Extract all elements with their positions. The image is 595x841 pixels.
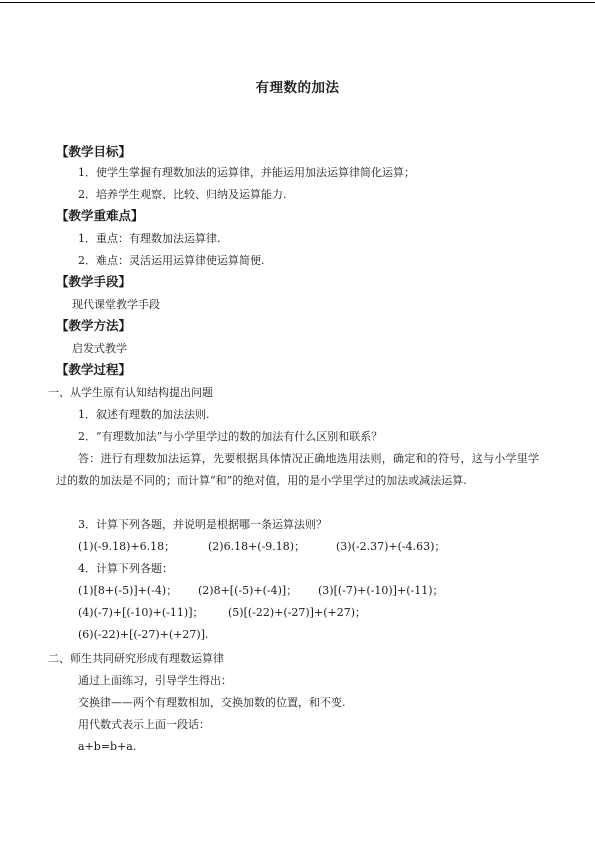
heading-process: 【教学过程】 <box>56 362 132 377</box>
means-text: 现代课堂教学手段 <box>72 298 160 311</box>
part2-line-1: 通过上面练习，引导学生得出： <box>78 674 232 687</box>
process-part1-title: 一、从学生原有认知结构提出问题 <box>48 386 213 399</box>
heading-key-points: 【教学重难点】 <box>56 208 144 223</box>
q3-item-2: (2)6.18+(-9.18)； <box>208 540 306 553</box>
part2-line-4: a+b=b+a. <box>78 740 137 753</box>
process-answer: 答：进行有理数加法运算，先要根据具体情况正确地选用法则，确定和的符号，这与小学里学过的数的加法是不同的；而计算“和”的绝对值，用的是小学里学过的加法或减法运算. <box>56 452 539 487</box>
part2-line-3: 用代数式表示上面一段话： <box>78 718 210 731</box>
key-item-2: 2．难点：灵活运用运算律使运算简便. <box>78 254 265 267</box>
process-q3: 3．计算下列各题，并说明是根据哪一条运算法则？ <box>78 518 327 531</box>
q4-item-1: (1)[8+(-5)]+(-4)； <box>78 584 178 597</box>
part2-line-2: 交换律——两个有理数相加，交换加数的位置，和不变. <box>78 696 346 709</box>
q3-items-row <box>78 540 445 554</box>
heading-goals: 【教学目标】 <box>56 144 132 159</box>
q3-item-1: (1)(-9.18)+6.18； <box>78 540 176 553</box>
process-q4: 4．计算下列各题： <box>78 562 173 575</box>
top-rule <box>0 2 595 3</box>
heading-method: 【教学方法】 <box>56 318 132 333</box>
page-title: 有理数的加法 <box>255 80 340 96</box>
goal-item-1: 1．使学生掌握有理数加法的运算律，并能运用加法运算律简化运算； <box>78 166 415 179</box>
method-text: 启发式教学 <box>72 342 127 355</box>
q4-row-3: (6)(-22)+[(-27)+(+27)]. <box>78 628 209 641</box>
q4-item-4: (4)(-7)+[(-10)+(-11)]； <box>78 606 204 619</box>
q4-row-1 <box>78 584 444 598</box>
q4-row-2 <box>78 606 366 620</box>
q4-item-3: (3)[(-7)+(-10)]+(-11)； <box>318 584 444 597</box>
goal-item-2: 2．培养学生观察、比较、归纳及运算能力. <box>78 188 287 201</box>
q4-item-2: (2)8+[(-5)+(-4)]； <box>198 584 298 597</box>
q3-item-3: (3)(-2.37)+(-4.63)； <box>336 540 446 553</box>
process-q2: 2．“有理数加法”与小学里学过的数的加法有什么区别和联系？ <box>78 430 383 443</box>
process-q1: 1．叙述有理数的加法法则. <box>78 408 210 421</box>
q4-item-5: (5)[(-22)+(-27)]+(+27)； <box>228 606 366 619</box>
process-part2-title: 二、师生共同研究形成有理数运算律 <box>48 652 224 665</box>
key-item-1: 1．重点：有理数加法运算律. <box>78 232 221 245</box>
heading-means: 【教学手段】 <box>56 274 132 289</box>
